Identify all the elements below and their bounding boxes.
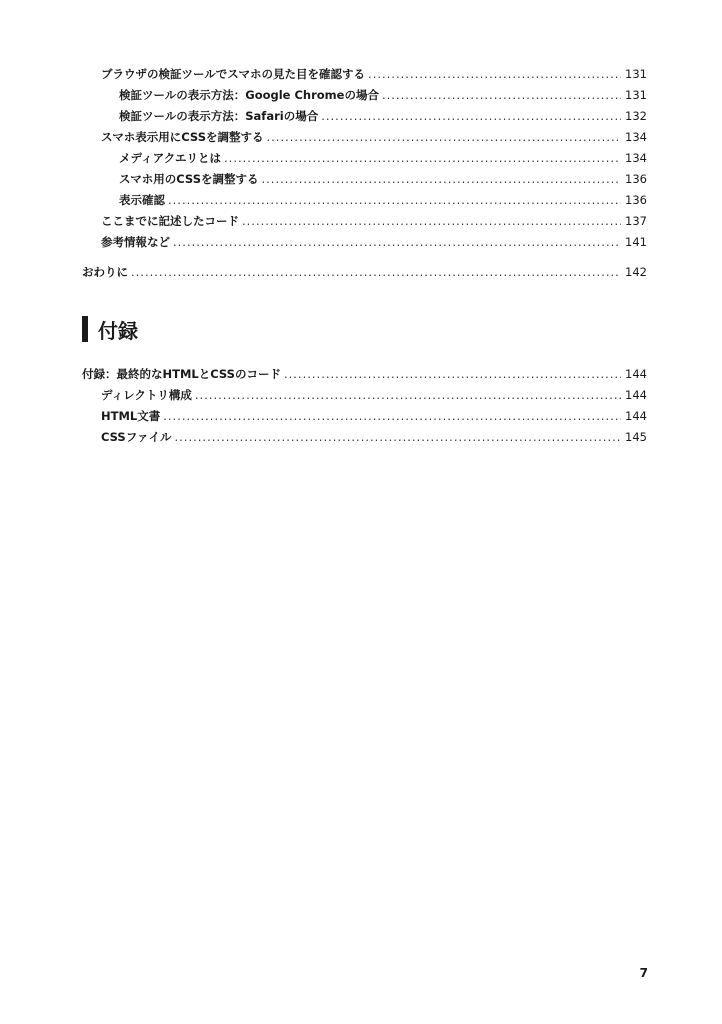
toc-entry-title: おわりに [82,265,128,279]
toc-entry-title: スマホ表示用にCSSを調整する [101,130,264,144]
toc-section-appendix [82,364,647,448]
toc-dot-leader [195,385,621,406]
page-number: 7 [639,966,648,980]
toc-entry-title: 付録：最終的なHTMLとCSSのコード [82,367,281,381]
toc-entry[interactable] [82,169,647,190]
toc-entry[interactable] [82,262,647,283]
toc-entry-page: 134 [625,130,647,144]
toc-entry[interactable] [82,148,647,169]
toc-entry[interactable] [82,364,647,385]
toc-entry[interactable] [82,190,647,211]
toc-entry-title: 参考情報など [101,235,170,249]
toc-entry-title: ディレクトリ構成 [101,388,192,402]
toc-entry-title: ここまでに記述したコード [101,214,239,228]
toc-dot-leader [173,232,621,253]
toc-dot-leader [224,148,621,169]
toc-entry-title: ブラウザの検証ツールでスマホの見た目を確認する [101,67,366,81]
toc-entry-title: HTML文書 [101,409,161,423]
toc-entry-page: 134 [625,151,647,165]
toc-entry-page: 131 [625,67,647,81]
toc-entry-page: 136 [625,172,647,186]
toc-entry-title: スマホ用のCSSを調整する [119,172,259,186]
appendix-heading [82,316,138,342]
toc-dot-leader [321,106,621,127]
toc-section-top [82,64,647,253]
toc-dot-leader [284,364,621,385]
toc-entry-page: 131 [625,88,647,102]
toc-entry-title: CSSファイル [101,430,172,444]
toc-entry[interactable] [82,232,647,253]
toc-entry-page: 132 [625,109,647,123]
toc-entry-title: 検証ツールの表示方法：Google Chromeの場合 [119,88,379,102]
toc-dot-leader [242,211,621,232]
toc-entry-page: 144 [625,409,647,423]
toc-entry-title: 表示確認 [119,193,165,207]
toc-dot-leader [174,427,621,448]
toc-entry-page: 136 [625,193,647,207]
toc-dot-leader [131,262,621,283]
toc-entry[interactable] [82,127,647,148]
toc-dot-leader [266,127,621,148]
toc-dot-leader [382,85,621,106]
appendix-heading-label: 付録 [98,318,138,343]
toc-entry[interactable] [82,427,647,448]
toc-entry[interactable] [82,385,647,406]
toc-entry-title: メディアクエリとは [119,151,222,165]
toc-entry[interactable] [82,106,647,127]
toc-entry-page: 145 [625,430,647,444]
toc-entry[interactable] [82,64,647,85]
toc-entry[interactable] [82,406,647,427]
toc-entry[interactable] [82,211,647,232]
heading-bar [82,316,88,342]
toc-entry-page: 144 [625,367,647,381]
toc-dot-leader [368,64,621,85]
toc-entry-page: 144 [625,388,647,402]
toc-dot-leader [168,190,621,211]
toc-entry[interactable] [82,85,647,106]
toc-section-end [82,262,647,283]
toc-dot-leader [261,169,621,190]
toc-entry-title: 検証ツールの表示方法：Safariの場合 [119,109,319,123]
toc-entry-page: 142 [625,265,647,279]
toc-dot-leader [163,406,621,427]
toc-entry-page: 137 [625,214,647,228]
toc-entry-page: 141 [625,235,647,249]
